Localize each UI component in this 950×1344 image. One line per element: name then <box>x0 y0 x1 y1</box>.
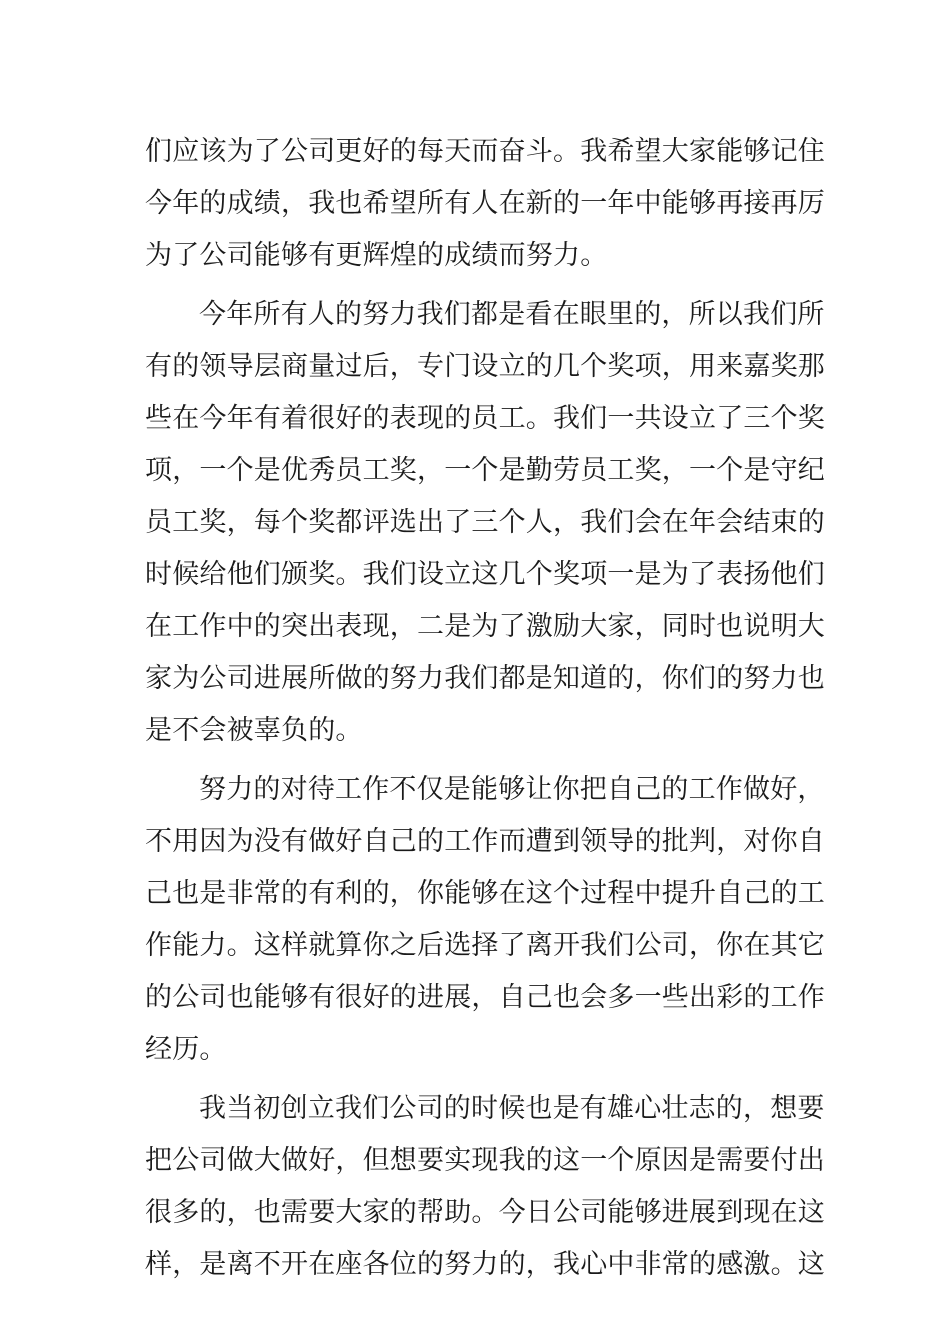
text-line: 在工作中的突出表现，二是为了激励大家，同时也说明大 <box>145 611 825 642</box>
text-line: 家为公司进展所做的努力我们都是知道的，你们的努力也 <box>145 663 825 694</box>
text-line: 我当初创立我们公司的时候也是有雄心壮志的，想要 <box>199 1093 825 1124</box>
paragraph-2 <box>145 289 825 757</box>
text-line: 为了公司能够有更辉煌的成绩而努力。 <box>145 240 608 271</box>
text-line: 时候给他们颁奖。我们设立这几个奖项一是为了表扬他们 <box>145 559 825 590</box>
paragraph-3 <box>145 764 825 1076</box>
text-line: 是不会被辜负的。 <box>145 715 363 746</box>
text-line: 些在今年有着很好的表现的员工。我们一共设立了三个奖 <box>145 403 825 434</box>
text-line: 作能力。这样就算你之后选择了离开我们公司，你在其它 <box>145 930 825 961</box>
text-line: 把公司做大做好，但想要实现我的这一个原因是需要付出 <box>145 1145 825 1176</box>
text-line: 项，一个是优秀员工奖，一个是勤劳员工奖，一个是守纪 <box>145 455 825 486</box>
text-line: 们应该为了公司更好的每天而奋斗。我希望大家能够记住 <box>145 136 825 167</box>
text-line: 很多的，也需要大家的帮助。今日公司能够进展到现在这 <box>145 1197 825 1228</box>
text-line: 员工奖，每个奖都评选出了三个人，我们会在年会结束的 <box>145 507 825 538</box>
text-line: 的公司也能够有很好的进展，自己也会多一些出彩的工作 <box>145 982 825 1013</box>
paragraph-4 <box>145 1083 825 1291</box>
text-line: 今年的成绩，我也希望所有人在新的一年中能够再接再厉 <box>145 188 825 219</box>
paragraph-spacer <box>145 282 809 289</box>
text-line: 努力的对待工作不仅是能够让你把自己的工作做好， <box>199 774 825 805</box>
text-line: 己也是非常的有利的，你能够在这个过程中提升自己的工 <box>145 878 825 909</box>
text-line: 样，是离不开在座各位的努力的，我心中非常的感激。这 <box>145 1249 825 1280</box>
text-line: 不用因为没有做好自己的工作而遭到领导的批判，对你自 <box>145 826 825 857</box>
text-line: 经历。 <box>145 1034 227 1065</box>
text-line: 今年所有人的努力我们都是看在眼里的，所以我们所 <box>199 299 825 330</box>
body-text <box>145 126 825 1291</box>
paragraph-1 <box>145 126 825 282</box>
paragraph-spacer <box>145 757 809 764</box>
paragraph-spacer <box>145 1076 809 1083</box>
text-line: 有的领导层商量过后，专门设立的几个奖项，用来嘉奖那 <box>145 351 825 382</box>
